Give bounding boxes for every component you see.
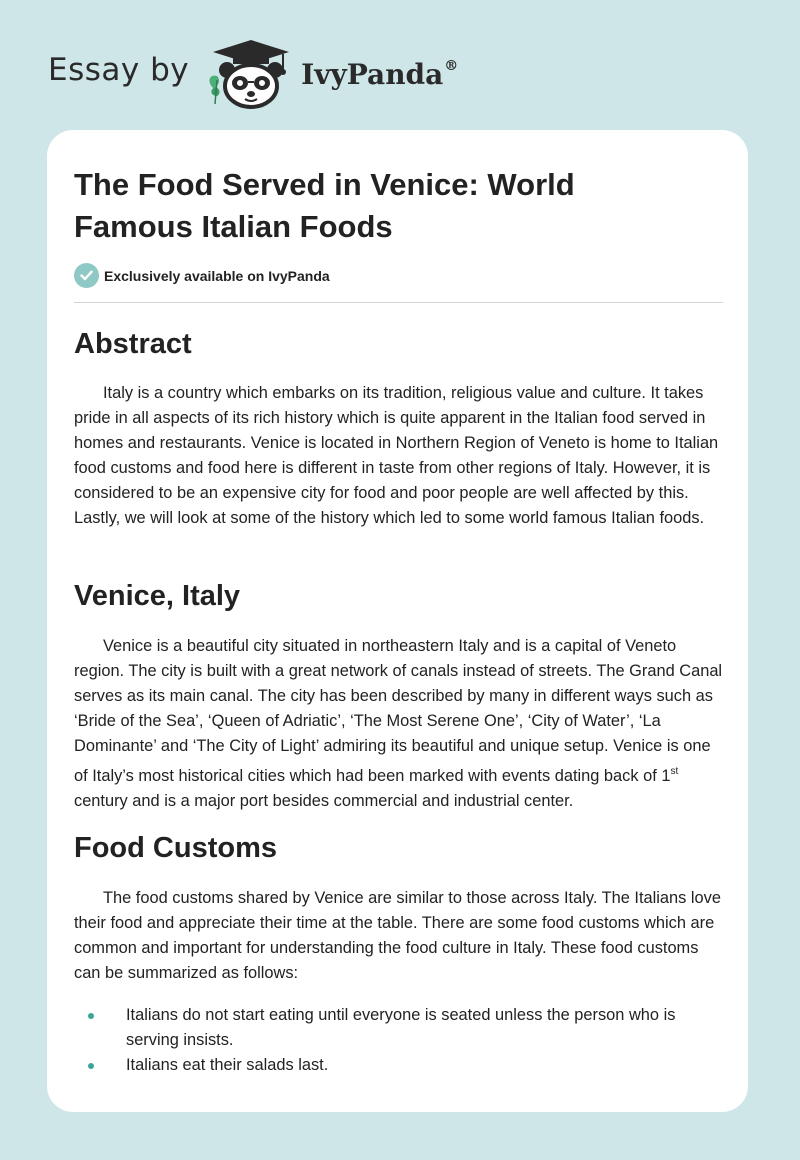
section-heading: Food Customs: [74, 832, 277, 864]
exclusive-badge: [74, 263, 330, 288]
site-header: [48, 36, 458, 110]
section-heading: Venice, Italy: [74, 580, 241, 612]
check-circle-icon: [74, 263, 99, 288]
list-item: Italians do not start eating until everyone is seated unless the person who is serving insists.: [74, 1003, 723, 1053]
title-divider: [74, 302, 723, 303]
bullet-icon: [88, 1013, 94, 1019]
section-heading: Abstract: [74, 328, 192, 360]
section-abstract: [74, 326, 723, 531]
panda-logo-icon[interactable]: [203, 36, 299, 110]
section-venice-italy: [74, 578, 723, 814]
essay-title: The Food Served in Venice: World Famous Italian Foods: [74, 167, 575, 244]
essay-card: [47, 130, 748, 1112]
section-paragraph: Italy is a country which embarks on its tradition, religious value and culture. It takes pride in all aspects of its rich history which is quite apparent in the Italian food served in homes and restaurants. Venice is located in Northern Region of Veneto is home to Italian food customs and food here is different in taste from other regions of Italy. However, it is considered to be an expensive city for food and poor people are well affected by this. Lastly, we will look at some of the history which led to some world famous Italian foods.: [74, 384, 719, 527]
list-item: Italians eat their salads last.: [74, 1053, 723, 1078]
section-paragraph: The food customs shared by Venice are similar to those across Italy. The Italians love their food and appreciate their time at the table. There are some food customs which are common and important for understanding the food culture in Italy. These food customs can be summarized as follows:: [74, 889, 721, 982]
bullet-icon: [88, 1063, 94, 1069]
section-food-customs: [74, 830, 723, 1078]
customs-list: [74, 1003, 723, 1078]
brand-name[interactable]: IvyPanda®: [301, 57, 459, 91]
exclusive-badge-label: Exclusively available on IvyPanda: [104, 267, 330, 284]
essay-by-label: Essay by: [48, 52, 190, 88]
section-paragraph: Venice is a beautiful city situated in northeastern Italy and is a capital of Veneto region. The city is built with a great network of canals instead of streets. The Grand Canal serves as its main canal. The city has been described by many in different ways such as ‘Bride of the Sea’, ‘Queen of Adriatic’, ‘The Most Serene One’, ‘City of Water’, ‘La Dominante’ and ‘The City of Light’ admiring its beautiful and unique setup. Venice is one of Italy’s most historical cities which had been marked with events dating back of 1st century and is a major port besides commercial and industrial center.: [74, 637, 723, 810]
registered-mark: ®: [444, 57, 459, 74]
ordinal-superscript: st: [670, 766, 679, 777]
